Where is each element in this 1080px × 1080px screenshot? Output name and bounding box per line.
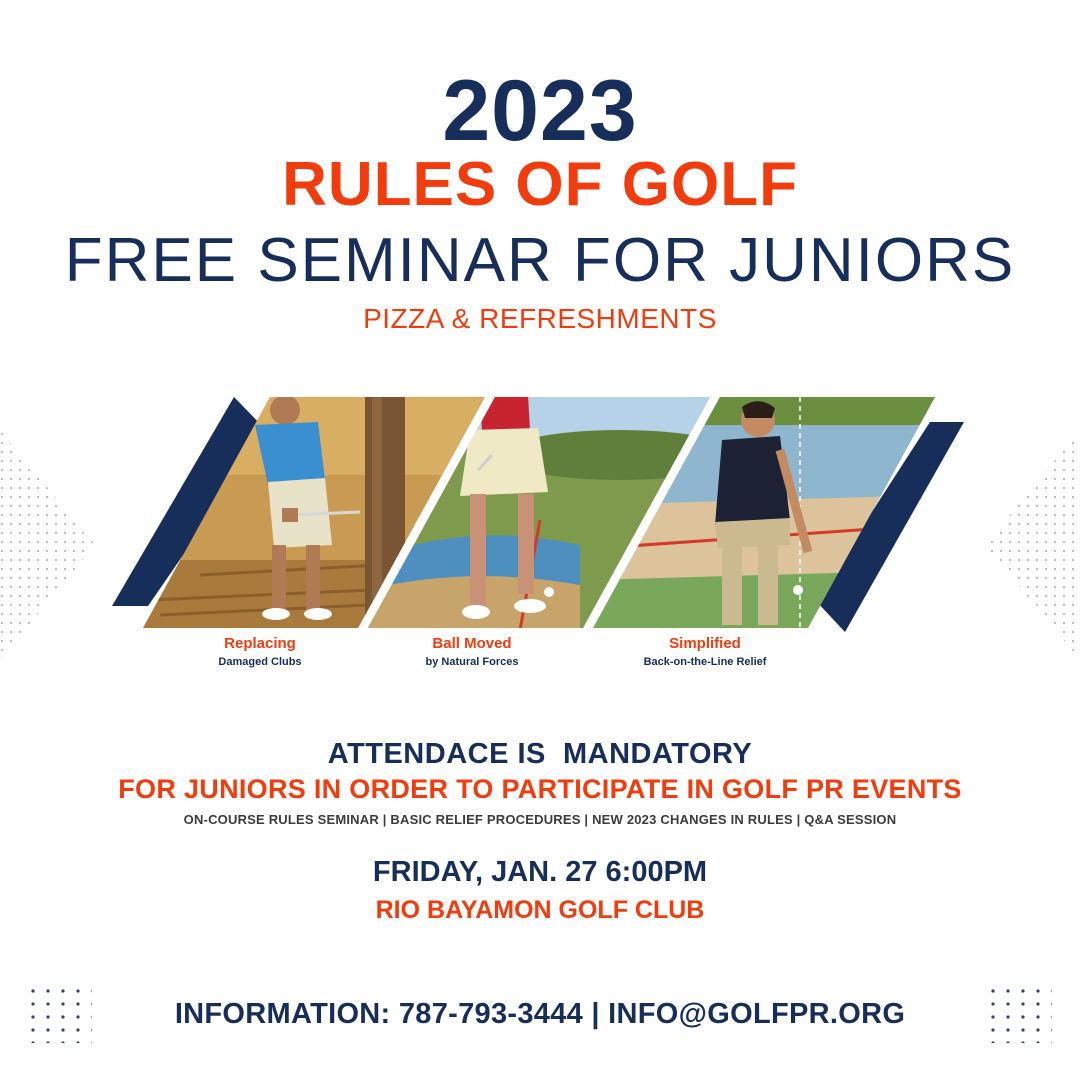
caption-title: Ball Moved: [432, 635, 512, 652]
caption-subtitle: Back-on-the-Line Relief: [643, 655, 767, 668]
caption-replacing: [160, 636, 360, 669]
mandatory-headline: ATTENDACE IS MANDATORY: [327, 738, 753, 770]
caption-title: Simplified: [669, 635, 741, 652]
caption-ball-moved: [372, 636, 572, 669]
event-datetime: FRIDAY, JAN. 27 6:00PM: [372, 856, 708, 888]
perk-text: PIZZA & REFRESHMENTS: [363, 303, 717, 334]
caption-subtitle: Damaged Clubs: [218, 655, 302, 668]
caption-subtitle: by Natural Forces: [425, 655, 519, 668]
year-heading: 2023: [442, 63, 638, 159]
caption-simplified: [605, 636, 805, 669]
subtitle-heading: FREE SEMINAR FOR JUNIORS: [64, 226, 1016, 295]
topics-list: ON-COURSE RULES SEMINAR | BASIC RELIEF PROCEDURES | NEW 2023 CHANGES IN RULES | Q&A SESSION: [183, 812, 897, 827]
caption-title: Replacing: [224, 635, 296, 652]
event-venue: RIO BAYAMON GOLF CLUB: [375, 896, 705, 924]
requirement-text: FOR JUNIORS IN ORDER TO PARTICIPATE IN GOLF PR EVENTS: [118, 774, 962, 804]
title-heading: RULES OF GOLF: [282, 150, 798, 219]
contact-info: INFORMATION: 787-793-3444 | INFO@GOLFPR.ORG: [174, 998, 906, 1030]
